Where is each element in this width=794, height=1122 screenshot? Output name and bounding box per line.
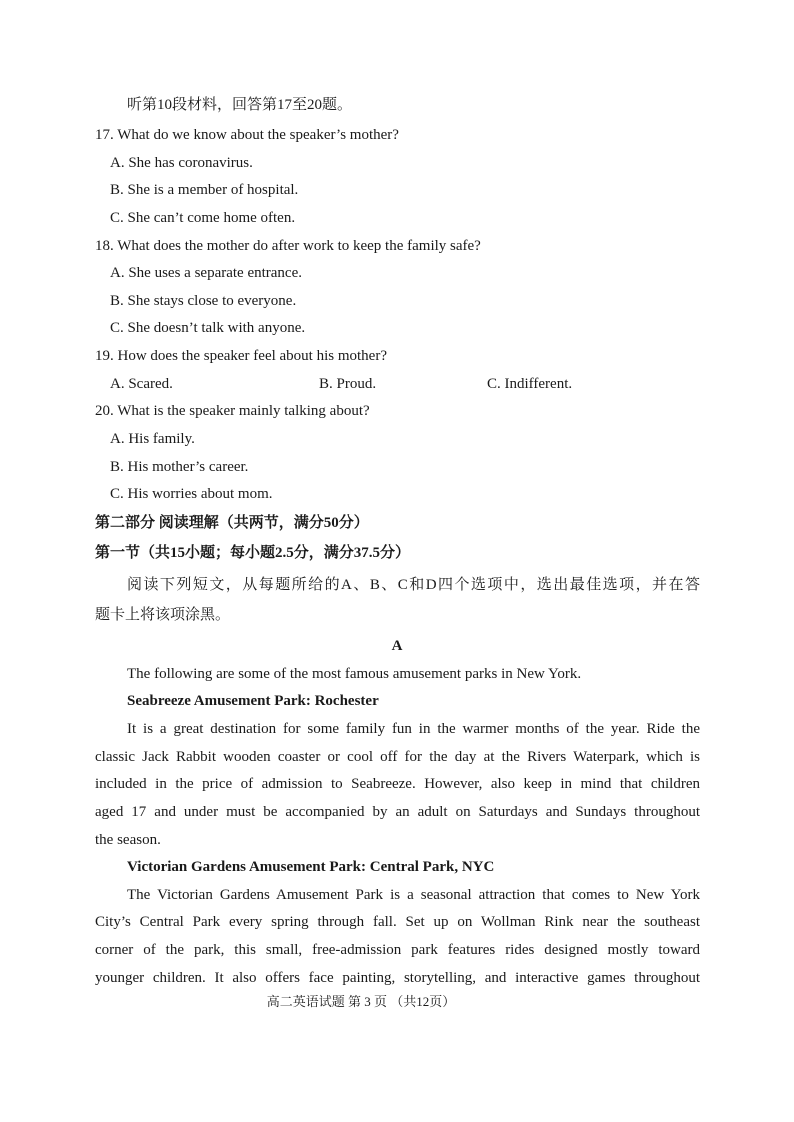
q18-option-b: B. She stays close to everyone. xyxy=(110,293,297,309)
section-one-title: 第一节（共15小题；每小题2.5分，满分37.5分） xyxy=(95,545,411,561)
listening-instruction: 听第10段材料，回答第17至20题。 xyxy=(127,97,353,113)
passage-label: A xyxy=(391,638,403,654)
park-1-line-3: included in the price of admission to Seabreeze. However, also keep in mind that children xyxy=(95,776,700,792)
park-1-line-1: It is a great destination for some family fun in the warmer months of the year. Ride the xyxy=(127,721,700,737)
part-two-title: 第二部分 阅读理解（共两节，满分50分） xyxy=(95,515,369,531)
q18-option-a: A. She uses a separate entrance. xyxy=(110,265,302,281)
park-1-line-2: classic Jack Rabbit wooden coaster or cool off for the day at the Rivers Waterpark, which is xyxy=(95,749,700,765)
park-1-line-5: the season. xyxy=(95,832,161,848)
question-18: 18. What does the mother do after work to keep the family safe? xyxy=(95,238,481,254)
park-2-line-1: The Victorian Gardens Amusement Park is a seasonal attraction that comes to New York xyxy=(127,887,700,903)
q20-option-c: C. His worries about mom. xyxy=(110,486,273,502)
park-1-line-4: aged 17 and under must be accompanied by an adult on Saturdays and Sundays throughout xyxy=(95,804,700,820)
q19-option-b: B. Proud. xyxy=(319,376,377,392)
reading-instruction-line-2: 题卡上将该项涂黑。 xyxy=(95,607,231,623)
question-19: 19. How does the speaker feel about his mother? xyxy=(95,348,387,364)
q19-option-a: A. Scared. xyxy=(110,376,173,392)
page-footer: 高二英语试题 第 3 页 （共12页） xyxy=(266,994,456,1009)
q20-option-a: A. His family. xyxy=(110,431,195,447)
park-2-line-4: younger children. It also offers face painting, storytelling, and interactive games throughout xyxy=(95,970,700,986)
question-17: 17. What do we know about the speaker’s mother? xyxy=(95,127,399,143)
q20-option-b: B. His mother’s career. xyxy=(110,459,249,475)
q17-option-c: C. She can’t come home often. xyxy=(110,210,296,226)
q17-option-a: A. She has coronavirus. xyxy=(110,155,253,171)
q19-option-c: C. Indifferent. xyxy=(487,376,573,392)
q18-option-c: C. She doesn’t talk with anyone. xyxy=(110,320,306,336)
passage-intro: The following are some of the most famous amusement parks in New York. xyxy=(127,666,582,682)
park-2-line-3: corner of the park, this small, free-admission park features rides designed mostly toward xyxy=(95,942,700,958)
park-2-line-2: City’s Central Park every spring through fall. Set up on Wollman Rink near the southeast xyxy=(95,914,700,930)
park-2-heading: Victorian Gardens Amusement Park: Central Park, NYC xyxy=(127,859,495,875)
q17-option-b: B. She is a member of hospital. xyxy=(110,182,299,198)
park-1-heading: Seabreeze Amusement Park: Rochester xyxy=(127,693,379,709)
reading-instruction-line-1: 阅读下列短文，从每题所给的A、B、C和D四个选项中，选出最佳选项，并在答 xyxy=(127,577,700,593)
question-20: 20. What is the speaker mainly talking about? xyxy=(95,403,370,419)
